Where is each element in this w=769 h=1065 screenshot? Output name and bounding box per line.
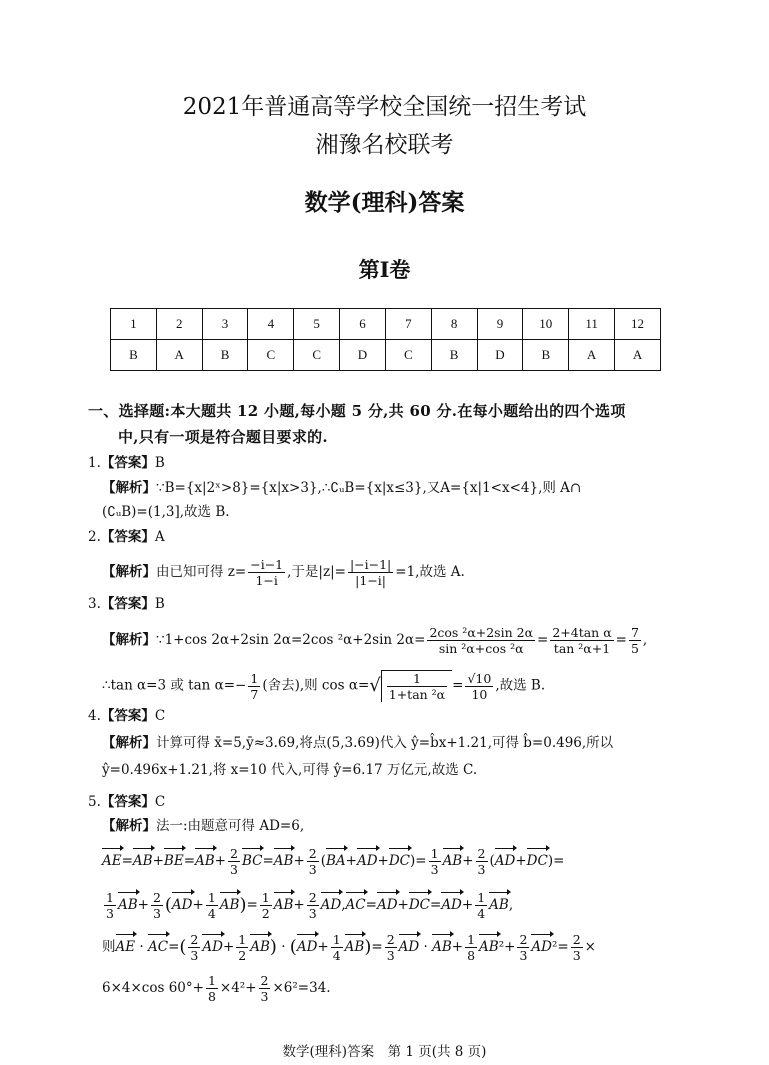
vector: AB — [250, 939, 270, 955]
q5-vector-line — [102, 973, 331, 1004]
fraction — [248, 671, 260, 702]
fraction — [151, 890, 163, 921]
denominator: 3 — [572, 948, 581, 963]
sqrt-radicand — [381, 670, 452, 702]
analysis-text: = — [615, 632, 627, 648]
numerator: 2 — [519, 932, 528, 947]
table-cell: A — [156, 340, 202, 371]
fraction — [517, 932, 529, 963]
numerator: |−i−1| — [349, 557, 392, 572]
answer-value: C — [154, 794, 166, 810]
paren: ) — [239, 894, 247, 916]
denominator: 3 — [308, 906, 317, 921]
denominator: 2 — [261, 906, 270, 921]
q5-vector-line: $\frac{1}{3}$ AB+ $\frac{2}{3}$ (AD+ $\frac{1}{4}$ AB)= $\frac{1}{2}$ AB+ $\frac{2}{3}$ AD,AC=AD+DC=AD+ $\frac{1}{4}$ AB, — [106, 890, 514, 921]
fraction — [104, 890, 116, 921]
analysis-text: ×4²+ — [219, 980, 257, 996]
denominator: 3 — [229, 862, 238, 877]
analysis-text: =1,故选 A. — [395, 564, 465, 580]
denominator: 3 — [519, 948, 528, 963]
numerator: √10 — [467, 670, 492, 686]
vector: AB — [273, 853, 294, 869]
vector: DC — [388, 853, 411, 869]
answer-key-table — [110, 308, 661, 371]
q3-analysis-line — [102, 670, 545, 702]
numerator: 1 — [238, 932, 247, 947]
paren: ( — [164, 894, 172, 916]
vector: BC — [241, 853, 263, 869]
vector: AD — [202, 939, 223, 955]
answer-value: A — [154, 529, 165, 545]
question-number-row — [111, 309, 661, 340]
answer-label: 【答案】 — [100, 529, 155, 545]
denominator: 4 — [207, 906, 216, 921]
table-cell: 4 — [248, 309, 294, 340]
answer-label: 【答案】 — [100, 596, 155, 612]
vector: BA — [325, 853, 346, 869]
question-number: 2. — [88, 529, 101, 545]
vector: AD — [398, 939, 420, 955]
fraction — [387, 671, 447, 702]
denominator: 2 — [238, 948, 247, 963]
numerator: 1 — [387, 671, 447, 687]
fraction — [307, 846, 319, 877]
answer-value: B — [154, 455, 165, 471]
numerator: 2 — [229, 846, 238, 861]
numerator: 1 — [477, 890, 486, 905]
table-cell: 1 — [111, 309, 157, 340]
q1-answer — [88, 453, 165, 473]
vector: AC — [147, 939, 169, 955]
vector: AB — [273, 897, 294, 913]
section-heading — [88, 398, 688, 450]
table-cell: 10 — [523, 309, 569, 340]
table-cell: C — [294, 340, 340, 371]
fraction — [331, 932, 343, 963]
fraction — [206, 973, 218, 1004]
denominator: 3 — [190, 948, 199, 963]
question-number: 3. — [88, 596, 101, 612]
numerator: 2 — [152, 890, 161, 905]
table-cell: D — [477, 340, 523, 371]
fraction — [206, 890, 218, 921]
q4-answer — [88, 706, 165, 726]
paren: ) — [269, 936, 277, 958]
table-cell: B — [111, 340, 157, 371]
section-line: 中,只有一项是符合题目要求的. — [118, 428, 328, 446]
fraction — [248, 557, 285, 588]
numerator: 1 — [332, 932, 341, 947]
denominator: 1−i — [255, 573, 278, 588]
vector: AB — [219, 897, 240, 913]
answer-value: C — [154, 708, 166, 724]
fraction — [465, 671, 493, 702]
analysis-text: ×6²=34. — [272, 980, 331, 996]
vector: AB — [489, 897, 509, 913]
q2-answer — [88, 527, 165, 547]
table-cell: 12 — [615, 309, 661, 340]
q4-analysis-line: ŷ=0.496x+1.21,将 x=10 代入,可得 ŷ=6.17 万亿元,故选 C. — [102, 762, 478, 778]
exam-title: 2021年普通高等学校全国统一招生考试 — [182, 94, 587, 120]
analysis-text: = — [452, 677, 464, 694]
analysis-text: ∵1+cos 2α+2sin 2α=2cos ²α+2sin 2α= — [156, 632, 426, 648]
q1-analysis-line: (∁ᵤB)=(1,3],故选 B. — [102, 504, 230, 520]
numerator: 2 — [386, 932, 395, 947]
table-cell: 7 — [385, 309, 431, 340]
table-cell: A — [615, 340, 661, 371]
q5-analysis-line — [102, 816, 304, 836]
vector: AD — [376, 897, 398, 913]
q1-analysis-line — [102, 478, 581, 498]
table-cell: B — [202, 340, 248, 371]
numerator: 1 — [106, 890, 114, 905]
vector: AD — [494, 853, 516, 869]
fraction — [307, 890, 319, 921]
denominator: 1+tan ²α — [388, 687, 446, 702]
table-cell: 9 — [477, 309, 523, 340]
vector: AD — [296, 939, 318, 955]
paren: ( — [289, 936, 297, 958]
analysis-text: 计算可得 x̄=5,ȳ≈3.69,将点(5,3.69)代入 ŷ=b̂x+1.21,可得 b̂=0.496,所以 — [156, 735, 614, 751]
answer-row — [111, 340, 661, 371]
analysis-text: (舍去),则 cos α= — [262, 677, 370, 694]
q5-vector-line: AE=AB+BE=AB+ $\frac{2}{3}$ BC=AB+ $\frac{2}{3}$ (BA+AD+DC)= $\frac{1}{3}$ AB+ $\frac{2}{3}$ (AD+DC)= — [102, 846, 565, 877]
question-number: 1. — [88, 455, 101, 471]
numerator: −i−1 — [250, 557, 284, 572]
table-cell: 3 — [202, 309, 248, 340]
numerator: 1 — [261, 890, 270, 905]
vector: AB — [442, 853, 463, 869]
denominator: 7 — [250, 686, 259, 702]
numerator: 7 — [630, 625, 639, 640]
fraction — [348, 557, 393, 588]
table-cell: 6 — [340, 309, 386, 340]
vector: AB — [132, 853, 153, 869]
vector: AB — [117, 897, 138, 913]
question-number: 4. — [88, 708, 101, 724]
numerator: 2+4tan α — [552, 625, 612, 640]
q5-vector-line: 则AE · AC=( $\frac{2}{3}$ AD+ $\frac{1}{2}$ AB) · (AD+ $\frac{1}{4}$ AB)= $\frac{2}{3}$ AD · AB+ $\frac{1}{8}$ AB²+ $\frac{2}{3}$ AD²= $\frac{2}{3}$ × — [102, 932, 596, 963]
table-cell: B — [431, 340, 477, 371]
q4-analysis-line — [102, 733, 613, 753]
vector: AB — [195, 853, 215, 869]
sqrt-sign: √ — [369, 675, 381, 696]
volume-title: 第Ⅰ卷 — [358, 257, 411, 282]
vector: AC — [345, 897, 366, 913]
numerator: 2 — [477, 846, 486, 861]
numerator: 1 — [430, 846, 439, 861]
denominator: 4 — [332, 948, 341, 963]
fraction — [429, 846, 441, 877]
denominator: sin ²α+cos ²α — [438, 641, 524, 656]
vector: AD — [441, 897, 462, 913]
analysis-label: 【解析】 — [102, 735, 156, 751]
fraction — [188, 932, 200, 963]
table-cell: A — [569, 340, 615, 371]
table-cell: C — [385, 340, 431, 371]
denominator: 3 — [260, 989, 269, 1004]
vector: AB — [432, 939, 452, 955]
table-cell: B — [523, 340, 569, 371]
analysis-text: ∵B={x|2ˣ>8}={x|x>3},∴∁ᵤB={x|x≤3},又A={x|1<x<4},则 A∩ — [156, 480, 582, 496]
table-cell: D — [340, 340, 386, 371]
analysis-text: 由已知可得 z= — [156, 564, 247, 580]
denominator: 8 — [467, 948, 476, 963]
numerator: 2 — [572, 932, 581, 947]
analysis-label: 【解析】 — [102, 480, 156, 496]
denominator: 4 — [477, 906, 486, 921]
q2-analysis-line — [102, 557, 465, 588]
analysis-text: 法一:由题意可得 AD=6, — [156, 818, 305, 834]
analysis-text: 则 — [102, 939, 116, 955]
numerator: 2 — [308, 846, 317, 861]
denominator: 3 — [106, 906, 114, 921]
fraction — [550, 625, 613, 656]
denominator: 3 — [152, 906, 161, 921]
vector: AD — [356, 853, 378, 869]
vector: BE — [163, 853, 184, 869]
denominator: 3 — [430, 862, 439, 877]
table-cell: 11 — [569, 309, 615, 340]
numerator: 1 — [207, 973, 216, 988]
denominator: 5 — [630, 641, 639, 656]
denominator: 8 — [207, 989, 216, 1004]
vector: AE — [115, 939, 136, 955]
vector: AD — [320, 897, 342, 913]
page-footer: 数学(理科)答案 第 1 页(共 8 页) — [282, 1044, 487, 1060]
numerator: 2 — [260, 973, 269, 988]
table-cell: 2 — [156, 309, 202, 340]
section-line: 一、选择题:本大题共 12 小题,每小题 5 分,共 60 分.在每小题给出的四个选项 — [88, 402, 626, 420]
q3-answer — [88, 594, 165, 614]
fraction — [228, 846, 240, 877]
fraction — [571, 932, 583, 963]
paren: ( — [179, 936, 187, 958]
analysis-label: 【解析】 — [102, 564, 156, 580]
table-cell: 5 — [294, 309, 340, 340]
vector: AB — [344, 939, 365, 955]
paren: ) — [364, 936, 372, 958]
vector: AB — [479, 939, 499, 955]
denominator: tan ²α+1 — [553, 641, 611, 656]
analysis-text: = — [537, 632, 549, 648]
vector: DC — [408, 897, 430, 913]
table-cell: C — [248, 340, 294, 371]
exam-subtitle: 湘豫名校联考 — [315, 132, 454, 158]
q3-analysis-line — [102, 625, 647, 656]
analysis-text: ,故选 B. — [495, 677, 546, 694]
numerator: 2cos ²α+2sin 2α — [429, 625, 534, 640]
answer-value: B — [154, 596, 165, 612]
answer-label: 【答案】 — [100, 794, 155, 810]
numerator: 1 — [207, 890, 216, 905]
analysis-text: , — [642, 632, 648, 648]
fraction — [260, 890, 272, 921]
fraction — [259, 973, 271, 1004]
vector: AD — [531, 939, 552, 955]
analysis-text: ,于是|z|= — [287, 564, 346, 580]
analysis-label: 【解析】 — [102, 632, 156, 648]
fraction — [427, 625, 535, 656]
numerator: 2 — [308, 890, 317, 905]
question-number: 5. — [88, 794, 101, 810]
fraction — [385, 932, 397, 963]
numerator: 2 — [190, 932, 199, 947]
numerator: 1 — [467, 932, 476, 947]
fraction — [629, 625, 641, 656]
vector: AE — [102, 853, 122, 869]
denominator: |1−i| — [355, 573, 387, 588]
denominator: 3 — [477, 862, 486, 877]
denominator: 3 — [386, 948, 395, 963]
fraction — [236, 932, 248, 963]
subject-title: 数学(理科)答案 — [304, 189, 465, 216]
table-cell: 8 — [431, 309, 477, 340]
analysis-label: 【解析】 — [102, 818, 156, 834]
fraction — [465, 932, 477, 963]
answer-label: 【答案】 — [100, 455, 155, 471]
vector: DC — [526, 853, 548, 869]
vector: AD — [171, 897, 193, 913]
fraction — [475, 890, 487, 921]
numerator: 1 — [250, 670, 259, 686]
q5-answer — [88, 792, 165, 812]
denominator: 10 — [471, 686, 488, 702]
denominator: 3 — [308, 862, 317, 877]
answer-label: 【答案】 — [100, 708, 155, 724]
analysis-text: ∴tan α=3 或 tan α=− — [102, 677, 247, 694]
fraction — [476, 846, 488, 877]
analysis-text: 6×4×cos 60°+ — [102, 980, 204, 996]
